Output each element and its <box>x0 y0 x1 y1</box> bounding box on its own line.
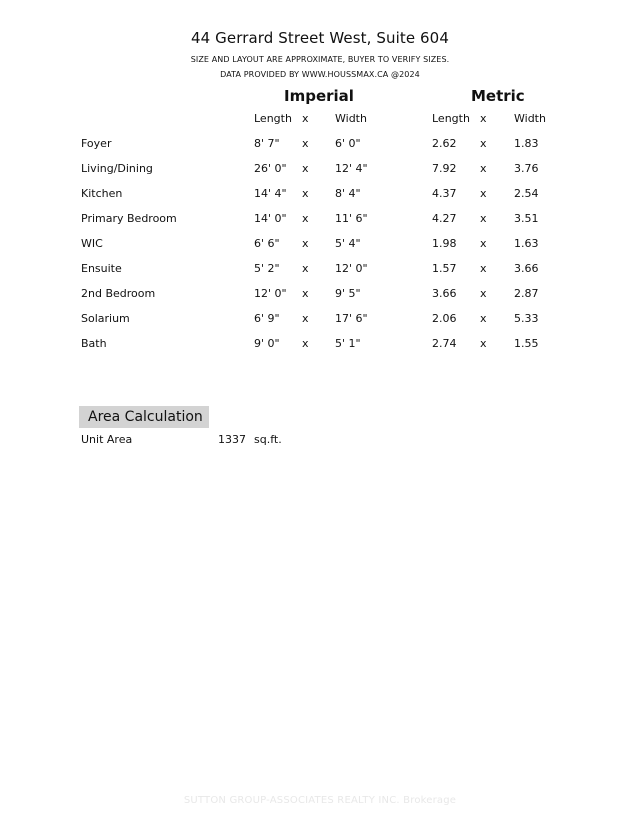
imperial-length: 6' 6" <box>254 237 280 250</box>
room-name: Foyer <box>81 137 112 150</box>
table-row <box>0 133 640 158</box>
unit-area-label: Unit Area <box>81 433 133 446</box>
metric-width: 1.63 <box>514 237 539 250</box>
metric-length: 4.27 <box>432 212 457 225</box>
room-name: Ensuite <box>81 262 122 275</box>
imperial-length: 14' 4" <box>254 187 287 200</box>
metric-width: 3.51 <box>514 212 539 225</box>
imperial-width: 17' 6" <box>335 312 368 325</box>
room-name: Bath <box>81 337 107 350</box>
room-name: Solarium <box>81 312 130 325</box>
document-title: 44 Gerrard Street West, Suite 604 <box>191 29 449 47</box>
room-name: Primary Bedroom <box>81 212 177 225</box>
imperial-length: 14' 0" <box>254 212 287 225</box>
table-row <box>0 208 640 233</box>
imperial-width: 9' 5" <box>335 287 361 300</box>
unit-area-unit: sq.ft. <box>254 433 282 446</box>
area-calculation-heading: Area Calculation <box>79 406 209 428</box>
metric-width: 2.87 <box>514 287 539 300</box>
imperial-x: x <box>302 337 309 350</box>
metric-length: 2.62 <box>432 137 457 150</box>
metric-width: 3.76 <box>514 162 539 175</box>
metric-width: 1.55 <box>514 337 539 350</box>
metric-length: 1.57 <box>432 262 457 275</box>
metric-length: 4.37 <box>432 187 457 200</box>
metric-heading: Metric <box>471 87 525 105</box>
room-name: Kitchen <box>81 187 123 200</box>
metric-length: 3.66 <box>432 287 457 300</box>
metric-x-header: x <box>480 112 487 125</box>
imperial-width: 12' 0" <box>335 262 368 275</box>
imperial-x: x <box>302 162 309 175</box>
imperial-width: 8' 4" <box>335 187 361 200</box>
table-row <box>0 258 640 283</box>
imperial-length: 12' 0" <box>254 287 287 300</box>
metric-x: x <box>480 312 487 325</box>
imperial-x: x <box>302 287 309 300</box>
imperial-x: x <box>302 262 309 275</box>
metric-width: 2.54 <box>514 187 539 200</box>
metric-length: 7.92 <box>432 162 457 175</box>
imperial-length: 9' 0" <box>254 337 280 350</box>
metric-x: x <box>480 262 487 275</box>
table-row <box>0 283 640 308</box>
metric-length: 1.98 <box>432 237 457 250</box>
room-name: 2nd Bedroom <box>81 287 156 300</box>
metric-x: x <box>480 337 487 350</box>
brokerage-watermark: SUTTON GROUP-ASSOCIATES REALTY INC. Brokerage <box>183 795 457 806</box>
disclaimer-text: SIZE AND LAYOUT ARE APPROXIMATE, BUYER TO VERIFY SIZES. <box>190 55 450 64</box>
imperial-x: x <box>302 237 309 250</box>
metric-width: 5.33 <box>514 312 539 325</box>
imperial-width: 11' 6" <box>335 212 368 225</box>
table-row <box>0 183 640 208</box>
metric-length: 2.74 <box>432 337 457 350</box>
imperial-x: x <box>302 187 309 200</box>
metric-width-header: Width <box>514 112 546 125</box>
imperial-length: 6' 9" <box>254 312 280 325</box>
table-row <box>0 158 640 183</box>
unit-area-value: 1337 <box>218 433 246 446</box>
room-measurements-table <box>0 133 640 358</box>
metric-width: 3.66 <box>514 262 539 275</box>
imperial-length: 26' 0" <box>254 162 287 175</box>
imperial-width-header: Width <box>335 112 367 125</box>
imperial-x: x <box>302 212 309 225</box>
room-name: Living/Dining <box>81 162 153 175</box>
imperial-length: 5' 2" <box>254 262 280 275</box>
table-row <box>0 333 640 358</box>
imperial-heading: Imperial <box>284 87 354 105</box>
metric-width: 1.83 <box>514 137 539 150</box>
metric-x: x <box>480 237 487 250</box>
imperial-width: 5' 1" <box>335 337 361 350</box>
table-row <box>0 233 640 258</box>
metric-length-header: Length <box>432 112 470 125</box>
metric-x: x <box>480 212 487 225</box>
metric-x: x <box>480 287 487 300</box>
metric-x: x <box>480 137 487 150</box>
data-source-text: DATA PROVIDED BY WWW.HOUSSMAX.CA @2024 <box>220 70 420 79</box>
imperial-width: 12' 4" <box>335 162 368 175</box>
imperial-length-header: Length <box>254 112 292 125</box>
imperial-width: 6' 0" <box>335 137 361 150</box>
room-name: WIC <box>81 237 103 250</box>
imperial-width: 5' 4" <box>335 237 361 250</box>
imperial-x: x <box>302 137 309 150</box>
table-row <box>0 308 640 333</box>
metric-length: 2.06 <box>432 312 457 325</box>
metric-x: x <box>480 187 487 200</box>
imperial-x-header: x <box>302 112 309 125</box>
imperial-x: x <box>302 312 309 325</box>
imperial-length: 8' 7" <box>254 137 280 150</box>
metric-x: x <box>480 162 487 175</box>
